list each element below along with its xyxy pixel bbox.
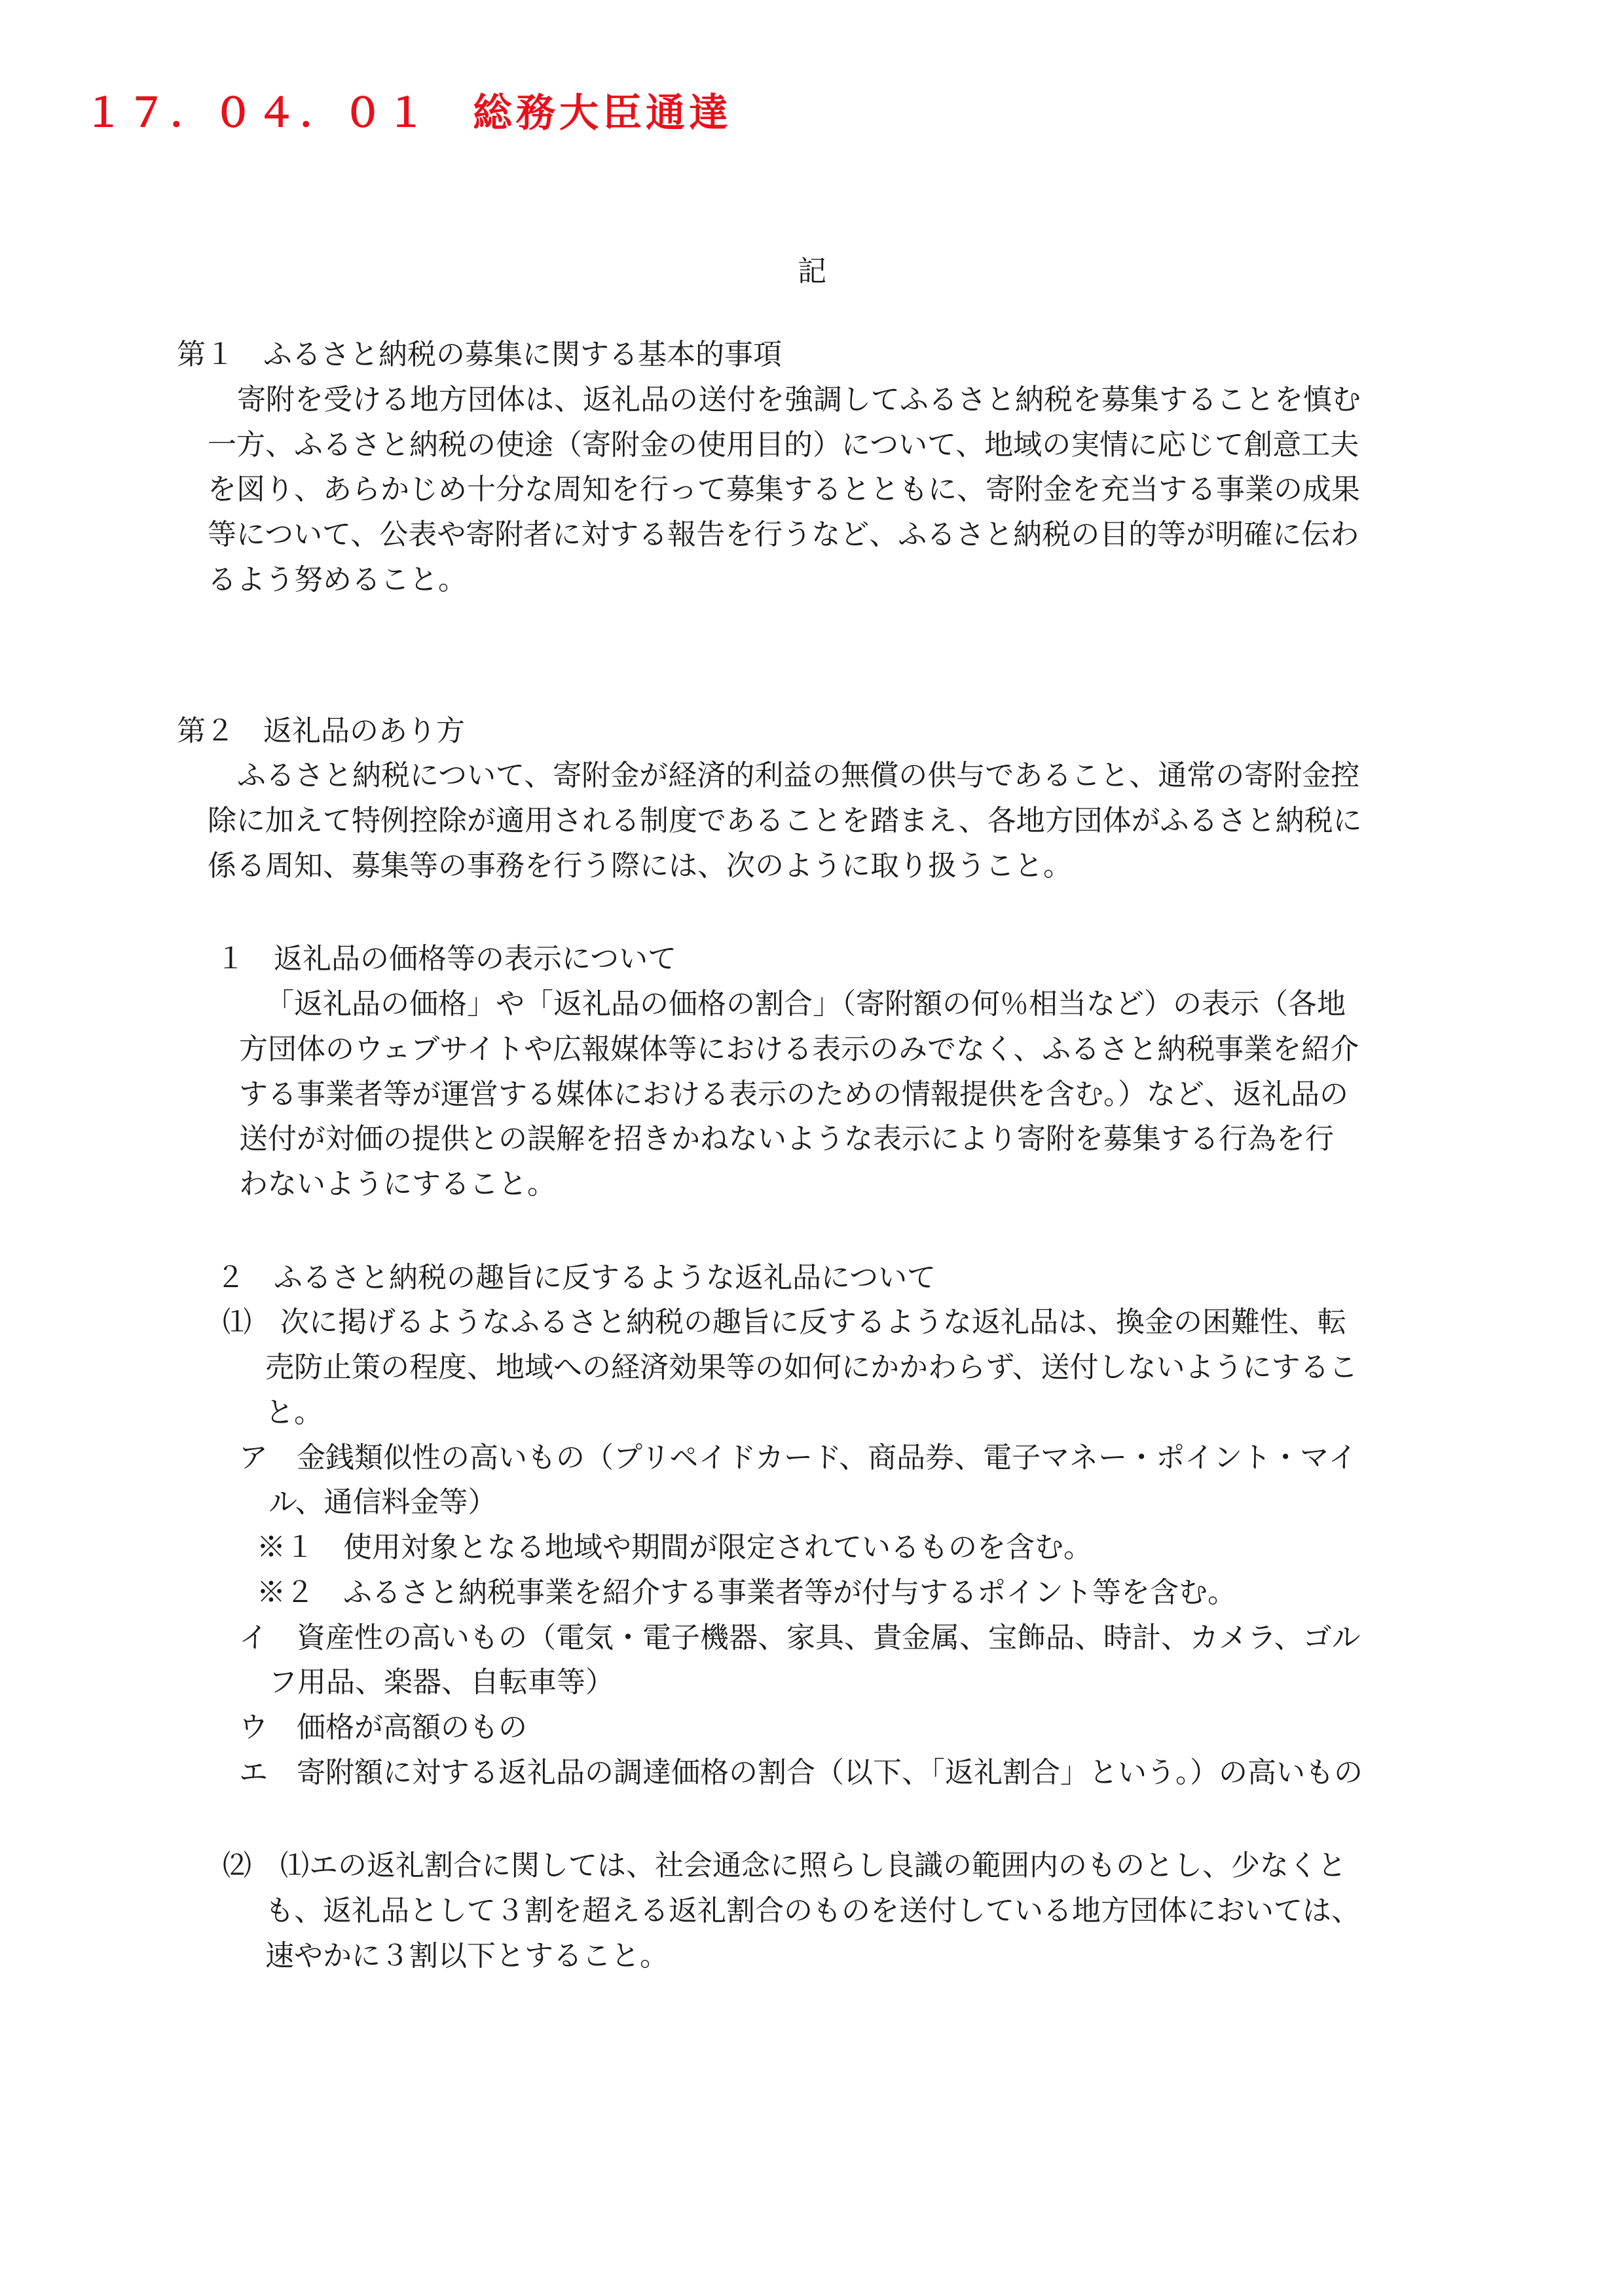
section-1-line: 等について、公表や寄附者に対する報告を行うなど、ふるさと納税の目的等が明確に伝わ — [208, 518, 1359, 551]
section-2-line: 除に加えて特例控除が適用される制度であることを踏まえ、各地方団体がふるさと納税に — [208, 804, 1362, 837]
item-2-sub-line: エ 寄附額に対する返礼品の調達価格の割合（以下、「返礼割合」という。）の高いもの — [239, 1756, 1363, 1789]
item-2-p1-line: ⑴ 次に掲げるようなふるさと納税の趣旨に反するような返礼品は、換金の困難性、転 — [223, 1305, 1346, 1339]
item-2-p2-line: ⑵ ⑴エの返礼割合に関しては、社会通念に照らし良識の範囲内のものとし、少なくと — [223, 1849, 1346, 1882]
item-2-note-line: ※２ ふるさと納税事業を紹介する事業者等が付与するポイント等を含む。 — [257, 1576, 1236, 1609]
ki-heading: 記 — [798, 255, 826, 288]
item-2-p2-line: 速やかに３割以下とすること。 — [265, 1939, 669, 1973]
section-2-line: 係る周知、募集等の事務を行う際には、次のように取り扱うこと。 — [208, 849, 1072, 883]
item-2-note-line: ※１ 使用対象となる地域や期間が限定されているものを含む。 — [257, 1531, 1092, 1564]
item-2-sub-line: ウ 価格が高額のもの — [239, 1711, 527, 1744]
item-2-p1-line: と。 — [265, 1396, 323, 1429]
item-1-line: 方団体のウェブサイトや広報媒体等における表示のみでなく、ふるさと納税事業を紹介 — [239, 1032, 1359, 1066]
section-1-line: 寄附を受ける地方団体は、返礼品の送付を強調してふるさと納税を募集することを慎む — [237, 383, 1361, 416]
item-2-sub-line: ル、通信料金等） — [268, 1485, 497, 1519]
item-1-heading: １ 返礼品の価格等の表示について — [216, 942, 677, 975]
item-1-line: わないようにすること。 — [239, 1167, 556, 1201]
section-1-heading: 第１ ふるさと納税の募集に関する基本的事項 — [177, 338, 782, 371]
section-2-line: ふるさと納税について、寄附金が経済的利益の無償の供与であること、通常の寄附金控 — [237, 759, 1360, 792]
section-1-line: るよう努めること。 — [208, 563, 467, 596]
document-title: １７．０４．０１ 総務大臣通達 — [84, 90, 732, 136]
item-2-sub-line: ア 金銭類似性の高いもの（プリペイドカード、商品券、電子マネー・ポイント・マイ — [239, 1441, 1357, 1474]
item-2-sub-line: イ 資産性の高いもの（電気・電子機器、家具、貴金属、宝飾品、時計、カメラ、ゴル — [239, 1621, 1361, 1654]
item-2-p2-line: も、返礼品として３割を超える返礼割合のものを送付している地方団体においては、 — [265, 1894, 1360, 1927]
item-1-line: 「返礼品の価格」や「返礼品の価格の割合」（寄附額の何％相当など）の表示（各地 — [265, 987, 1346, 1021]
item-2-p1-line: 売防止策の程度、地域への経済効果等の如何にかかわらず、送付しないようにするこ — [265, 1351, 1358, 1384]
item-2-sub-line: フ用品、楽器、自転車等） — [268, 1666, 614, 1699]
item-1-line: する事業者等が運営する媒体における表示のための情報提供を含む。）など、返礼品の — [239, 1078, 1348, 1111]
section-1-line: 一方、ふるさと納税の使途（寄附金の使用目的）について、地域の実情に応じて創意工夫 — [208, 428, 1359, 462]
item-2-heading: ２ ふるさと納税の趣旨に反するような返礼品について — [216, 1261, 936, 1294]
item-1-line: 送付が対価の提供との誤解を招きかねないような表示により寄附を募集する行為を行 — [239, 1122, 1334, 1156]
section-2-heading: 第２ 返礼品のあり方 — [177, 714, 465, 748]
section-1-line: を図り、あらかじめ十分な周知を行って募集するとともに、寄附金を充当する事業の成果 — [208, 473, 1360, 506]
